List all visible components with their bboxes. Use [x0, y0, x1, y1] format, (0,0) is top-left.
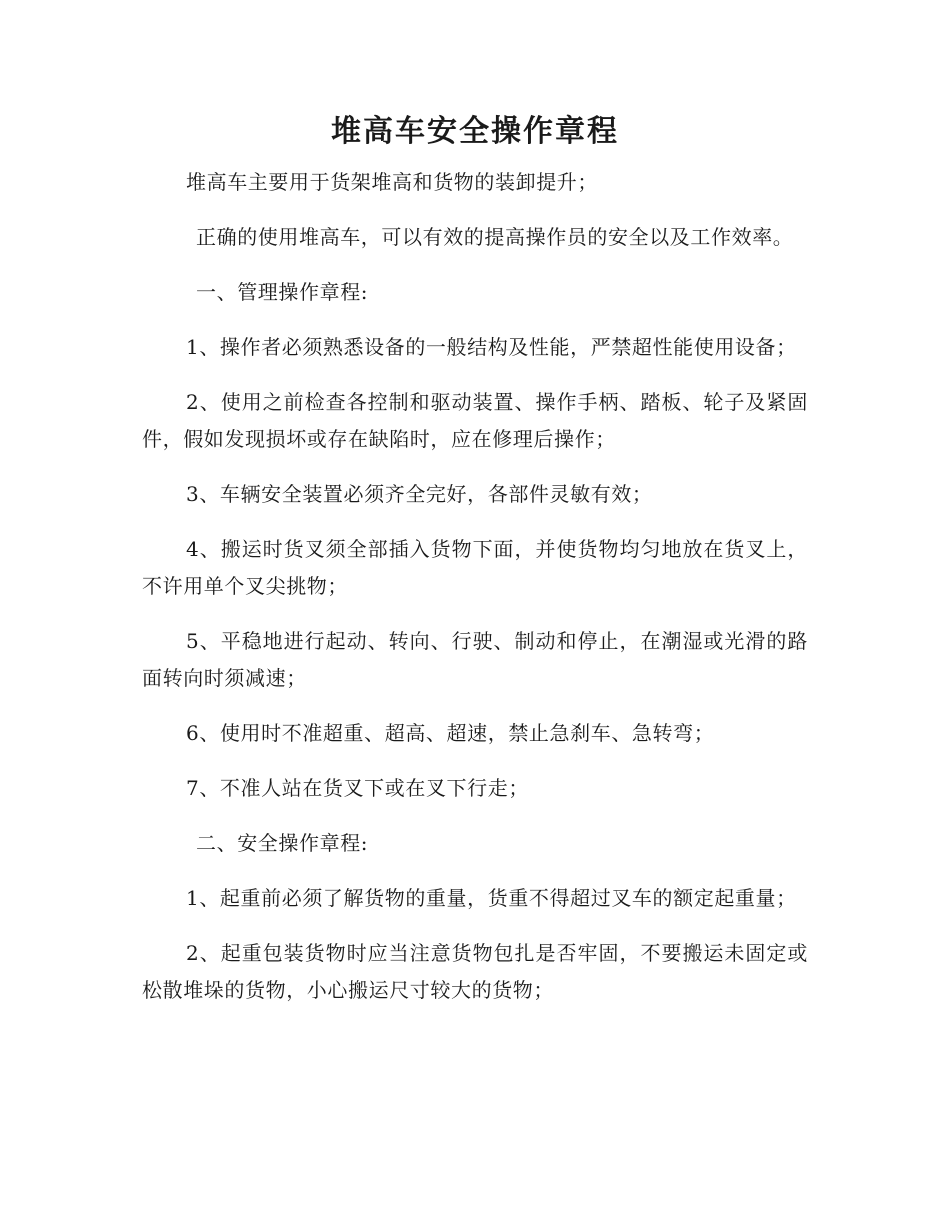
intro-paragraph: 堆高车主要用于货架堆高和货物的装卸提升；	[186, 170, 598, 194]
section-heading-management: 一、管理操作章程:	[196, 280, 369, 304]
rule-item: 6、使用时不准超重、超高、超速，禁止急刹车、急转弯；	[186, 721, 715, 745]
rule-item: 1、起重前必须了解货物的重量，货重不得超过叉车的额定起重量；	[186, 886, 797, 910]
rule-item: 3、车辆安全装置必须齐全完好，各部件灵敏有效；	[186, 482, 653, 506]
section-heading-safety: 二、安全操作章程:	[196, 831, 369, 855]
rule-item: 2、使用之前检查各控制和驱动装置、操作手柄、踏板、轮子及紧固件，假如发现损坏或存在缺陷时，应在修理后操作；	[142, 390, 808, 451]
document-title: 堆高车安全操作章程	[331, 114, 619, 149]
rule-item: 4、搬运时货叉须全部插入货物下面，并使货物均匀地放在货叉上，不许用单个叉尖挑物；	[142, 537, 808, 598]
document-body	[142, 164, 808, 1027]
rule-item: 2、起重包装货物时应当注意货物包扎是否牢固，不要搬运未固定或松散堆垛的货物，小心搬运尺寸较大的货物；	[142, 941, 808, 1002]
rule-item: 1、操作者必须熟悉设备的一般结构及性能，严禁超性能使用设备；	[186, 335, 797, 359]
intro-paragraph: 正确的使用堆高车，可以有效的提高操作员的安全以及工作效率。	[196, 225, 794, 249]
rule-item: 5、平稳地进行起动、转向、行驶、制动和停止，在潮湿或光滑的路面转向时须减速；	[142, 629, 808, 690]
rule-item: 7、不准人站在货叉下或在叉下行走；	[186, 776, 529, 800]
